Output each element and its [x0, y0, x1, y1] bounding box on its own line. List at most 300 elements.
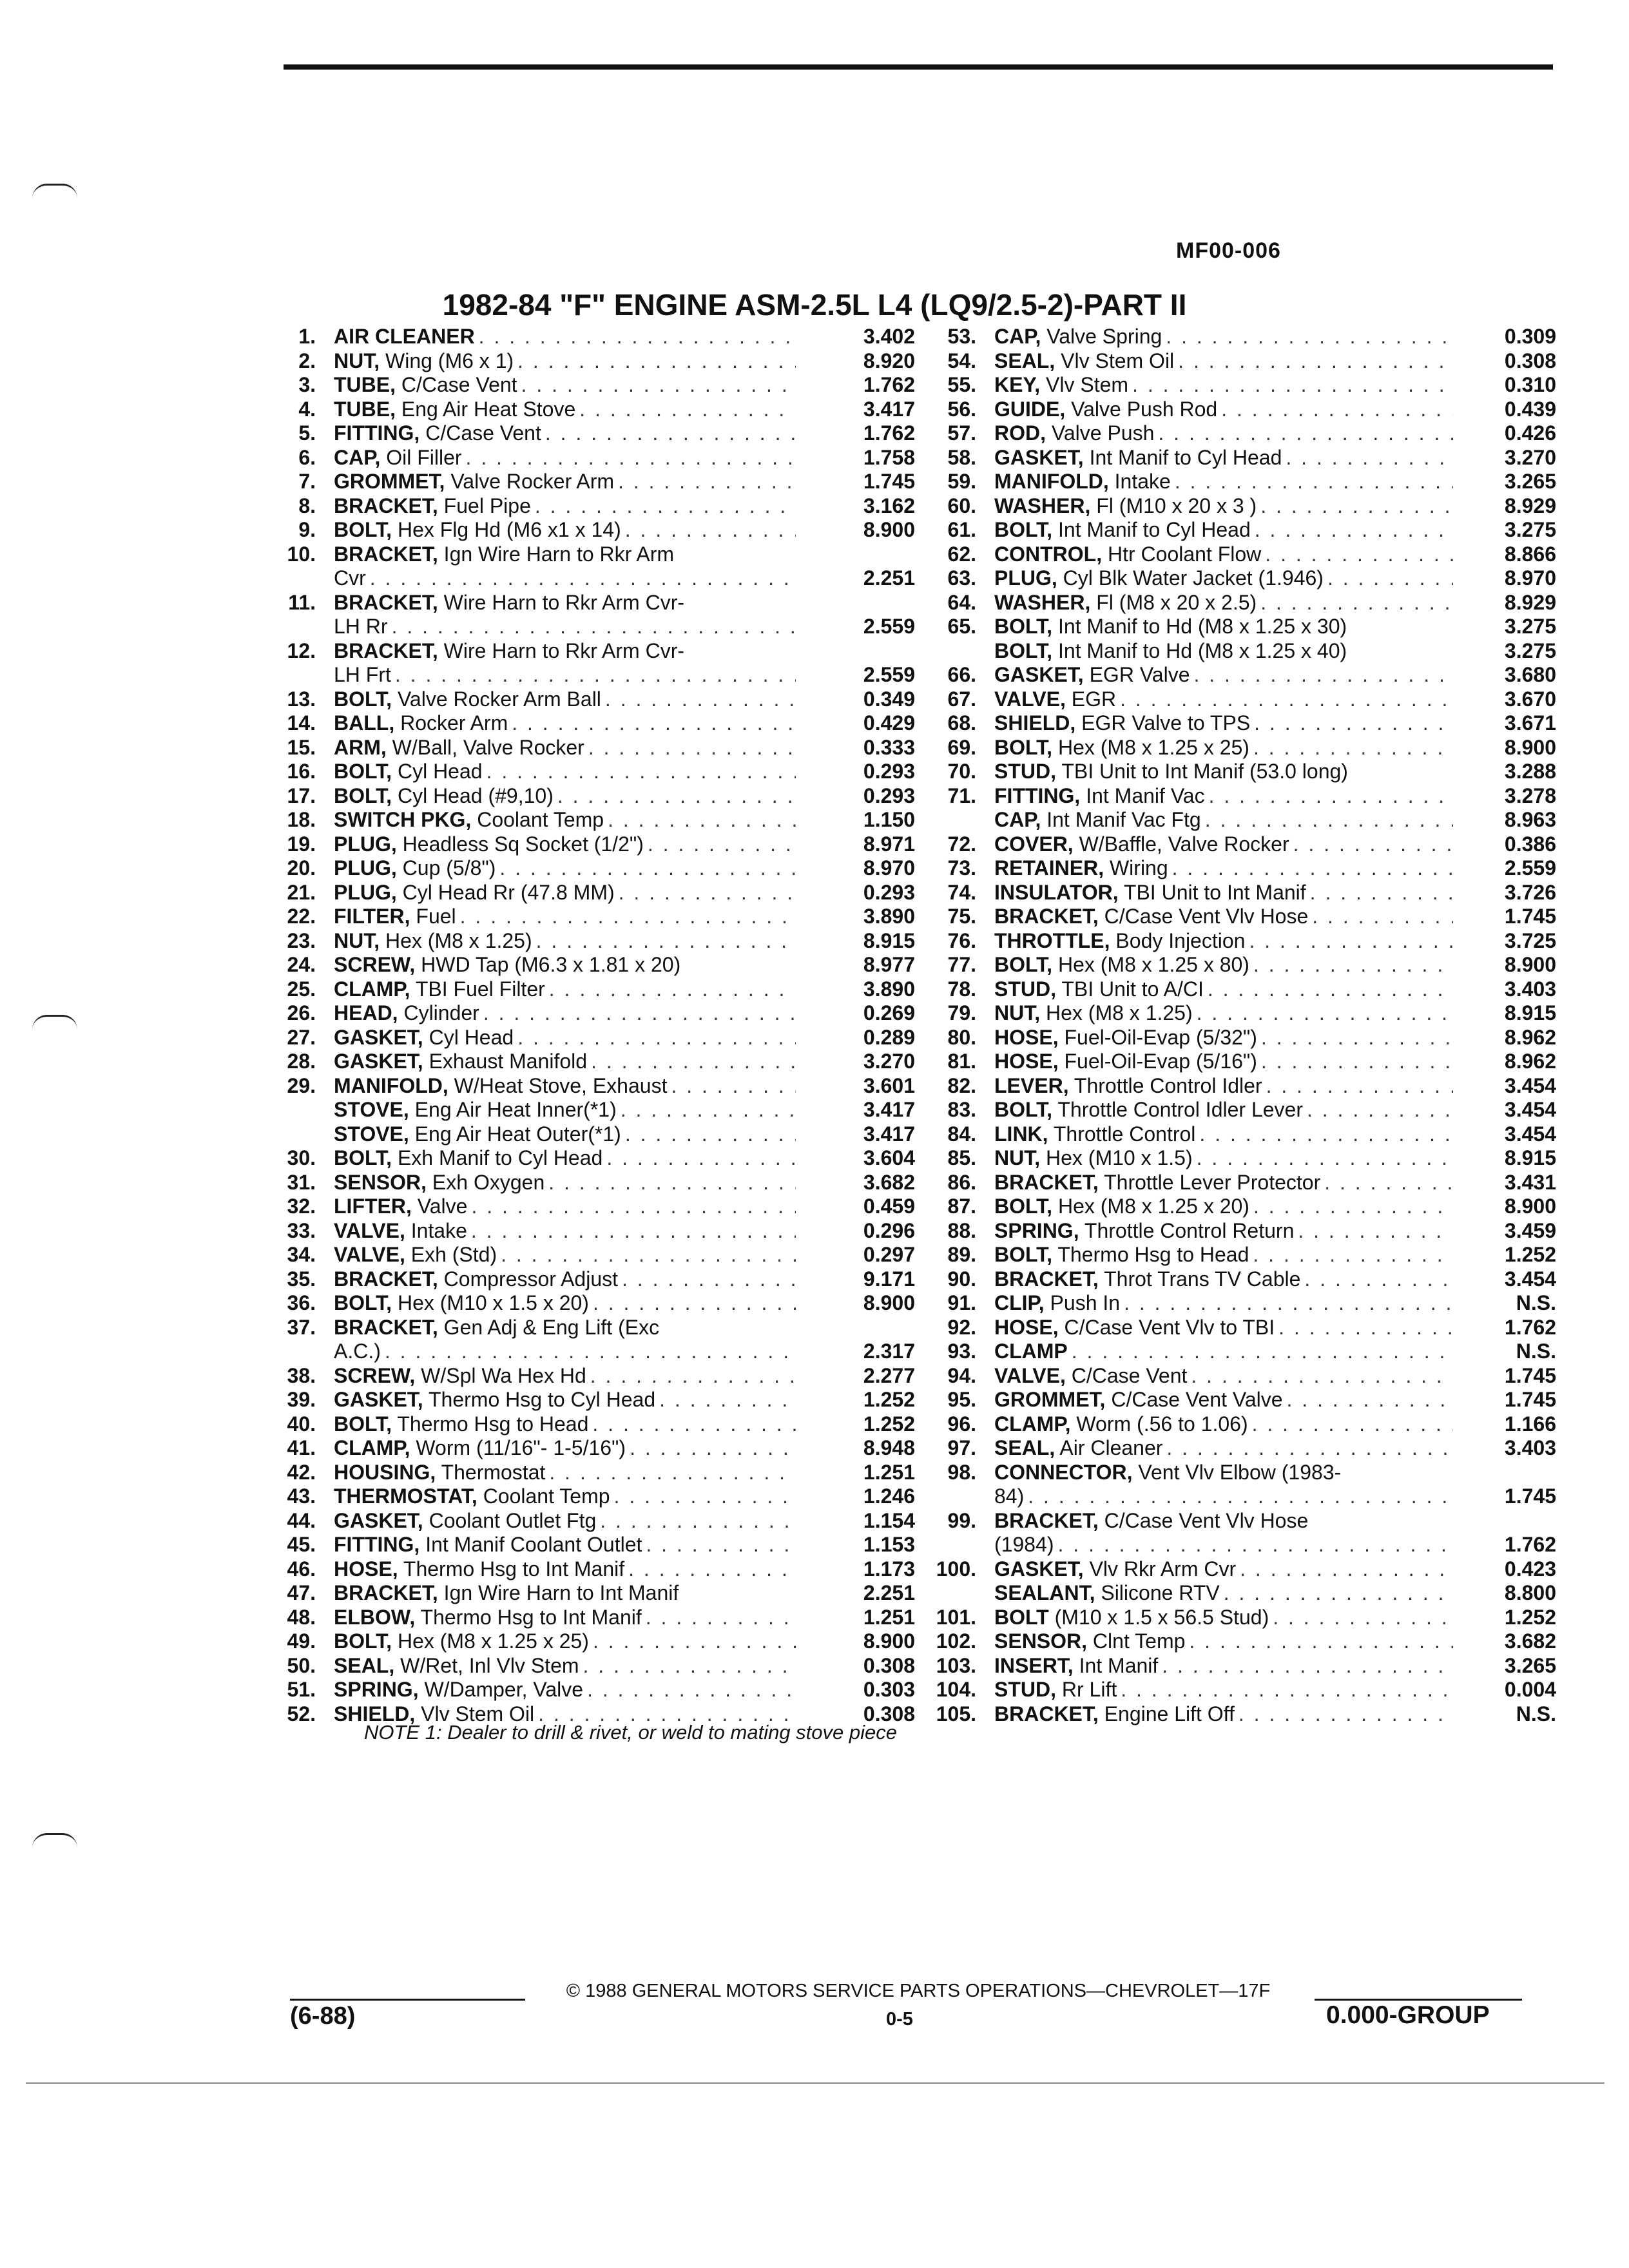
- part-number: 32.: [287, 1195, 316, 1218]
- part-detail: C/Case Vent: [419, 421, 541, 445]
- part-row: [264, 1122, 941, 1147]
- part-detail: Valve Rocker Arm: [445, 470, 615, 493]
- dot-leader: [508, 711, 796, 736]
- part-row: [925, 1026, 1556, 1050]
- dot-leader: [610, 1485, 796, 1509]
- part-number: 87.: [947, 1195, 976, 1218]
- part-detail: Exh (Std): [405, 1243, 497, 1266]
- part-number: 84.: [947, 1122, 976, 1146]
- part-row: [925, 1050, 1556, 1074]
- part-detail: W/Spl Wa Hex Hd: [415, 1363, 586, 1387]
- part-number: 5.: [298, 421, 316, 445]
- part-detail: Ign Wire Harn to Int Manif: [438, 1581, 679, 1604]
- part-detail: Throttle Control Return: [1079, 1218, 1295, 1242]
- part-detail: W/Ret, Inl Vlv Stem: [394, 1653, 579, 1677]
- part-row: [264, 349, 941, 374]
- part-number: 40.: [287, 1412, 316, 1436]
- part-number: 35.: [287, 1267, 316, 1291]
- dot-leader: [1024, 1485, 1453, 1509]
- group-code: 8.962: [1504, 1050, 1556, 1073]
- part-row: [264, 1557, 941, 1582]
- part-name: VALVE,: [994, 1363, 1066, 1387]
- group-code: 0.293: [863, 880, 915, 904]
- part-description: [334, 1557, 796, 1582]
- group-code: 1.252: [1504, 1243, 1556, 1266]
- group-code: 0.303: [863, 1678, 915, 1701]
- dot-leader: [1174, 349, 1453, 374]
- part-detail: Fuel-Oil-Evap (5/32"): [1058, 1025, 1257, 1049]
- footer-date: (6-88): [290, 2003, 356, 2030]
- part-name: SEALANT,: [994, 1581, 1095, 1604]
- part-detail: Throttle Control Idler: [1068, 1073, 1262, 1097]
- dot-leader: [618, 1267, 796, 1292]
- part-description: [994, 953, 1453, 977]
- part-number: 61.: [947, 518, 976, 541]
- part-row: [264, 1171, 941, 1195]
- group-code: 8.970: [1504, 566, 1556, 590]
- dot-leader: [1185, 1629, 1453, 1654]
- part-row: [264, 736, 941, 760]
- part-name: CLIP,: [994, 1291, 1045, 1314]
- part-detail: Silicone RTV: [1095, 1581, 1220, 1604]
- part-description: [334, 1412, 796, 1437]
- part-detail: Vlv Stem Oil: [415, 1702, 535, 1725]
- part-description: [334, 398, 796, 422]
- part-description: [334, 373, 796, 398]
- part-name: SENSOR,: [334, 1170, 427, 1194]
- group-code: 3.670: [1504, 687, 1556, 711]
- part-number: 1.: [298, 325, 316, 348]
- part-description: [994, 1291, 1453, 1316]
- part-row: [925, 1461, 1556, 1485]
- part-number: 55.: [947, 373, 976, 396]
- part-detail: Coolant Temp: [477, 1485, 610, 1508]
- group-code: 3.682: [863, 1170, 915, 1194]
- part-detail: Thermostat: [436, 1460, 546, 1484]
- group-code: 1.758: [863, 445, 915, 469]
- group-code: 1.251: [863, 1605, 915, 1629]
- part-name: STUD,: [994, 1678, 1056, 1701]
- group-code: 3.265: [1504, 1653, 1556, 1677]
- dot-leader: [467, 1219, 796, 1244]
- part-name: INSERT,: [994, 1653, 1074, 1677]
- part-name: STUD,: [994, 977, 1056, 1001]
- part-row: [925, 663, 1556, 687]
- part-description: [994, 591, 1453, 615]
- part-row: [264, 421, 941, 446]
- part-row: [264, 832, 941, 857]
- part-name: LEVER,: [994, 1073, 1069, 1097]
- dot-leader: [621, 518, 796, 543]
- group-code: 2.559: [863, 615, 915, 638]
- part-number: 73.: [947, 856, 976, 879]
- part-name: GROMMET,: [994, 1388, 1106, 1411]
- part-row: [264, 881, 941, 905]
- part-description: [994, 1098, 1453, 1122]
- part-name: GASKET,: [994, 445, 1084, 469]
- part-name: BOLT,: [334, 1146, 392, 1169]
- dot-leader: [589, 1291, 796, 1316]
- dot-leader: [467, 1195, 796, 1219]
- part-description: [334, 663, 796, 687]
- part-detail: Hex (M8 x 1.25 x 25): [392, 1629, 589, 1653]
- part-number: 80.: [947, 1025, 976, 1049]
- group-code: 8.900: [863, 1629, 915, 1653]
- dot-leader: [575, 398, 796, 422]
- part-detail: Fuel Pipe: [438, 494, 531, 517]
- part-description: [334, 1074, 796, 1099]
- part-row: [925, 1291, 1556, 1316]
- part-description: [994, 1606, 1453, 1630]
- group-code: 1.762: [863, 421, 915, 445]
- part-name: MANIFOLD,: [334, 1073, 448, 1097]
- part-number: 58.: [947, 445, 976, 469]
- dot-leader: [1171, 470, 1453, 494]
- group-code: 1.745: [1504, 1363, 1556, 1387]
- part-detail: C/Case Vent Valve: [1105, 1388, 1283, 1411]
- part-number: 42.: [287, 1460, 316, 1484]
- part-name: BOLT,: [994, 953, 1053, 976]
- group-code: 3.725: [1504, 928, 1556, 952]
- part-description: [334, 470, 796, 494]
- part-detail: Int Manif Vac: [1080, 783, 1205, 807]
- part-row: [264, 1461, 941, 1485]
- part-number: 29.: [287, 1073, 316, 1097]
- part-number: 81.: [947, 1050, 976, 1073]
- dot-leader: [496, 856, 796, 881]
- part-row: [264, 446, 941, 470]
- group-code: 3.417: [863, 397, 915, 421]
- part-detail: Int Manif to Cyl Head: [1052, 518, 1251, 541]
- group-code: 1.745: [1504, 1388, 1556, 1411]
- dot-leader: [621, 1122, 796, 1147]
- part-row: [264, 1654, 941, 1678]
- part-detail: EGR Valve: [1083, 663, 1190, 686]
- part-row: [264, 1074, 941, 1099]
- part-detail: Thermo Hsg to Head: [392, 1412, 589, 1436]
- part-row: [264, 977, 941, 1002]
- part-name: SHIELD,: [994, 711, 1076, 735]
- part-row: [925, 736, 1556, 760]
- part-description: [994, 1195, 1453, 1219]
- group-code: 1.762: [863, 373, 915, 396]
- part-number: 23.: [287, 928, 316, 952]
- part-name: SWITCH PKG,: [334, 808, 472, 831]
- part-row: [925, 1581, 1556, 1606]
- part-row: [264, 1098, 941, 1122]
- part-name: SEAL,: [334, 1653, 395, 1677]
- group-code: 0.310: [1504, 373, 1556, 396]
- part-description: [334, 1050, 796, 1074]
- dot-leader: [479, 1001, 796, 1026]
- part-row: [264, 1629, 941, 1654]
- part-number: 27.: [287, 1025, 316, 1049]
- part-description: [994, 1485, 1453, 1509]
- part-number: 92.: [947, 1315, 976, 1339]
- group-code: 3.417: [863, 1098, 915, 1121]
- part-detail: Eng Air Heat Inner(*1): [409, 1098, 617, 1121]
- part-name: NUT,: [334, 928, 380, 952]
- part-detail: EGR Valve to TPS: [1075, 711, 1251, 735]
- group-code: 0.333: [863, 735, 915, 759]
- part-name: HOUSING,: [334, 1460, 436, 1484]
- dot-leader: [624, 1557, 796, 1582]
- part-name: BRACKET,: [994, 1508, 1099, 1532]
- part-number: 13.: [287, 687, 316, 711]
- group-code: 3.454: [1504, 1098, 1556, 1121]
- part-number: 16.: [287, 760, 316, 783]
- part-detail: 84): [994, 1485, 1025, 1508]
- dot-leader: [1248, 1412, 1453, 1437]
- part-description: [334, 566, 796, 591]
- part-detail: Throttle Control Idler Lever: [1052, 1098, 1303, 1121]
- part-name: FITTING,: [334, 421, 420, 445]
- part-row: [264, 687, 941, 712]
- part-detail: Thermo Hsg to Cyl Head: [423, 1388, 656, 1411]
- group-code: 3.680: [1504, 663, 1556, 686]
- part-number: 62.: [947, 542, 976, 566]
- part-name: FITTING,: [334, 1533, 420, 1556]
- part-number: 72.: [947, 832, 976, 856]
- part-name: BRACKET,: [334, 1315, 438, 1339]
- group-code: 8.900: [863, 1291, 915, 1314]
- part-detail: Body Injection: [1110, 928, 1246, 952]
- part-name: ROD,: [994, 421, 1046, 445]
- part-detail: Valve: [411, 1195, 468, 1218]
- part-number: 102.: [936, 1629, 976, 1653]
- part-detail: Fl (M10 x 20 x 3 ): [1090, 494, 1257, 517]
- part-description: [334, 1364, 796, 1389]
- part-detail: Cyl Head Rr (47.8 MM): [396, 880, 615, 904]
- part-number: 104.: [936, 1678, 976, 1701]
- dot-leader: [583, 1678, 796, 1702]
- part-description: [334, 1509, 796, 1533]
- footer-copyright: © 1988 GENERAL MOTORS SERVICE PARTS OPERATIONS—CHEVROLET—17F: [566, 1981, 1271, 2001]
- part-name: VALVE,: [334, 1218, 405, 1242]
- part-name: BOLT,: [334, 1629, 392, 1653]
- part-description: [994, 1654, 1453, 1678]
- dot-leader: [1154, 421, 1453, 446]
- part-number: 71.: [947, 783, 976, 807]
- part-number: 45.: [287, 1533, 316, 1556]
- part-name: GUIDE,: [994, 397, 1066, 421]
- part-row: [264, 518, 941, 543]
- part-description: [994, 1629, 1453, 1654]
- dot-leader: [1158, 1654, 1453, 1678]
- part-detail: Cvr: [334, 566, 366, 590]
- part-row: [925, 1074, 1556, 1099]
- part-name: BOLT,: [994, 639, 1053, 662]
- group-code: 8.800: [1504, 1581, 1556, 1604]
- part-detail: Hex (M8 x 1.25): [1040, 1001, 1193, 1024]
- parts-list-left: [264, 325, 941, 1726]
- group-code: 8.962: [1504, 1025, 1556, 1049]
- part-detail: Hex (M8 x 1.25): [380, 928, 532, 952]
- part-detail: Ign Wire Harn to Rkr Arm: [438, 542, 675, 566]
- part-number: 56.: [947, 397, 976, 421]
- part-detail: Vlv Stem: [1040, 373, 1129, 396]
- part-detail: TBI Fuel Filter: [410, 977, 545, 1001]
- dot-leader: [532, 929, 796, 954]
- group-code: 1.762: [1504, 1533, 1556, 1556]
- footer-page-number: 0-5: [886, 2009, 913, 2030]
- part-row: [264, 1195, 941, 1219]
- part-row: [264, 373, 941, 398]
- part-name: BOLT,: [994, 615, 1053, 638]
- part-detail: (M10 x 1.5 x 56.5 Stud): [1048, 1605, 1269, 1629]
- part-name: SPRING,: [334, 1678, 419, 1701]
- part-row: [925, 1001, 1556, 1026]
- part-row: [925, 518, 1556, 543]
- group-code: 0.308: [1504, 349, 1556, 372]
- group-code: 8.971: [863, 832, 915, 856]
- part-name: AIR CLEANER: [334, 325, 475, 348]
- part-detail: LH Frt: [334, 663, 391, 686]
- part-description: [994, 687, 1453, 712]
- part-name: COVER,: [994, 832, 1074, 856]
- part-detail: W/Heat Stove, Exhaust: [448, 1073, 668, 1097]
- dot-leader: [1068, 1340, 1453, 1364]
- dot-leader: [381, 1340, 796, 1364]
- part-detail: Worm (11/16"- 1-5/16"): [410, 1436, 626, 1459]
- part-number: 77.: [947, 953, 976, 976]
- part-row: [925, 421, 1556, 446]
- part-row: [264, 1485, 941, 1509]
- part-description: [334, 615, 796, 639]
- part-description: [334, 1267, 796, 1292]
- part-number: 2.: [298, 349, 316, 372]
- part-name: BRACKET,: [334, 542, 438, 566]
- part-detail: Push In: [1044, 1291, 1121, 1314]
- part-row: [264, 1678, 941, 1702]
- part-row: [264, 1364, 941, 1389]
- group-code: 3.270: [1504, 445, 1556, 469]
- part-description: [994, 1388, 1453, 1412]
- part-row: [925, 398, 1556, 422]
- group-code: 1.252: [863, 1412, 915, 1436]
- footer-group: 0.000-GROUP: [1326, 2001, 1490, 2029]
- part-number: 86.: [947, 1170, 976, 1194]
- dot-leader: [545, 1461, 796, 1485]
- dot-leader: [1308, 905, 1453, 929]
- dot-leader: [642, 1606, 796, 1630]
- part-row: [925, 711, 1556, 736]
- dot-leader: [1275, 1316, 1453, 1340]
- part-number: 44.: [287, 1508, 316, 1532]
- group-code: 1.745: [863, 470, 915, 493]
- part-detail: W/Damper, Valve: [418, 1678, 584, 1701]
- part-description: [994, 832, 1453, 857]
- part-row: [925, 1557, 1556, 1582]
- part-name: SENSOR,: [994, 1629, 1088, 1653]
- dot-leader: [388, 615, 796, 639]
- dot-leader: [1217, 398, 1453, 422]
- dot-leader: [462, 446, 796, 470]
- part-detail: C/Case Vent Vlv to TBI: [1058, 1315, 1275, 1339]
- part-number: 28.: [287, 1050, 316, 1073]
- part-detail: Cup (5/8"): [396, 856, 496, 879]
- part-detail: Throttle Lever Protector: [1098, 1170, 1321, 1194]
- part-name: SPRING,: [994, 1218, 1079, 1242]
- part-row: [264, 639, 941, 664]
- part-number: 57.: [947, 421, 976, 445]
- part-row: [264, 543, 941, 567]
- part-description: [994, 518, 1453, 543]
- group-code: 0.349: [863, 687, 915, 711]
- group-code: 3.275: [1504, 639, 1556, 662]
- part-detail: (1984): [994, 1533, 1054, 1556]
- part-detail: Eng Air Heat Stove: [396, 397, 576, 421]
- part-row: [264, 1340, 941, 1364]
- part-description: [994, 929, 1453, 954]
- part-name: CAP,: [994, 808, 1041, 831]
- part-name: BOLT,: [334, 760, 392, 783]
- part-detail: Wire Harn to Rkr Arm Cvr-: [438, 639, 685, 662]
- part-number: 11.: [288, 590, 316, 614]
- dot-leader: [1306, 881, 1453, 905]
- part-number: 68.: [947, 711, 976, 735]
- part-name: TUBE,: [334, 373, 396, 396]
- group-code: 8.900: [1504, 735, 1556, 759]
- group-code: 3.682: [1504, 1629, 1556, 1653]
- part-number: 4.: [298, 397, 316, 421]
- part-name: FITTING,: [994, 783, 1081, 807]
- dot-leader: [626, 1436, 796, 1461]
- dot-leader: [604, 808, 796, 832]
- part-description: [334, 1678, 796, 1702]
- top-rule: [284, 64, 1553, 70]
- part-detail: Valve Push: [1046, 421, 1155, 445]
- part-name: BALL,: [334, 711, 395, 735]
- part-name: HEAD,: [334, 1001, 398, 1024]
- part-description: [994, 1581, 1453, 1606]
- group-code: 0.269: [863, 1001, 915, 1024]
- part-name: VALVE,: [994, 687, 1066, 711]
- part-description: [334, 1291, 796, 1316]
- part-row: [264, 1001, 941, 1026]
- part-description: [334, 1533, 796, 1557]
- part-description: [994, 905, 1453, 929]
- part-detail: Thermo Hsg to Head: [1052, 1243, 1249, 1266]
- dot-leader: [1269, 1606, 1453, 1630]
- part-row: [925, 1678, 1556, 1702]
- part-description: [334, 1026, 796, 1050]
- dot-leader: [1257, 494, 1453, 519]
- part-row: [264, 1146, 941, 1171]
- dot-leader: [514, 1026, 796, 1050]
- part-number: 105.: [936, 1702, 976, 1725]
- part-name: GASKET,: [994, 663, 1084, 686]
- part-row: [264, 1267, 941, 1292]
- dot-leader: [475, 325, 796, 349]
- dot-leader: [1195, 1122, 1453, 1147]
- part-description: [334, 905, 796, 929]
- part-number: 79.: [947, 1001, 976, 1024]
- part-description: [994, 663, 1453, 687]
- part-description: [994, 784, 1453, 809]
- part-name: BOLT,: [334, 1291, 392, 1314]
- part-number: 24.: [287, 953, 316, 976]
- group-code: 1.251: [863, 1460, 915, 1484]
- dot-leader: [1303, 1098, 1453, 1122]
- dot-leader: [1257, 1026, 1453, 1050]
- part-name: LINK,: [994, 1122, 1048, 1146]
- dot-leader: [615, 881, 796, 905]
- group-code: 2.559: [1504, 856, 1556, 879]
- part-name: BRACKET,: [994, 1702, 1099, 1725]
- part-row: [925, 1316, 1556, 1340]
- part-description: [994, 615, 1453, 639]
